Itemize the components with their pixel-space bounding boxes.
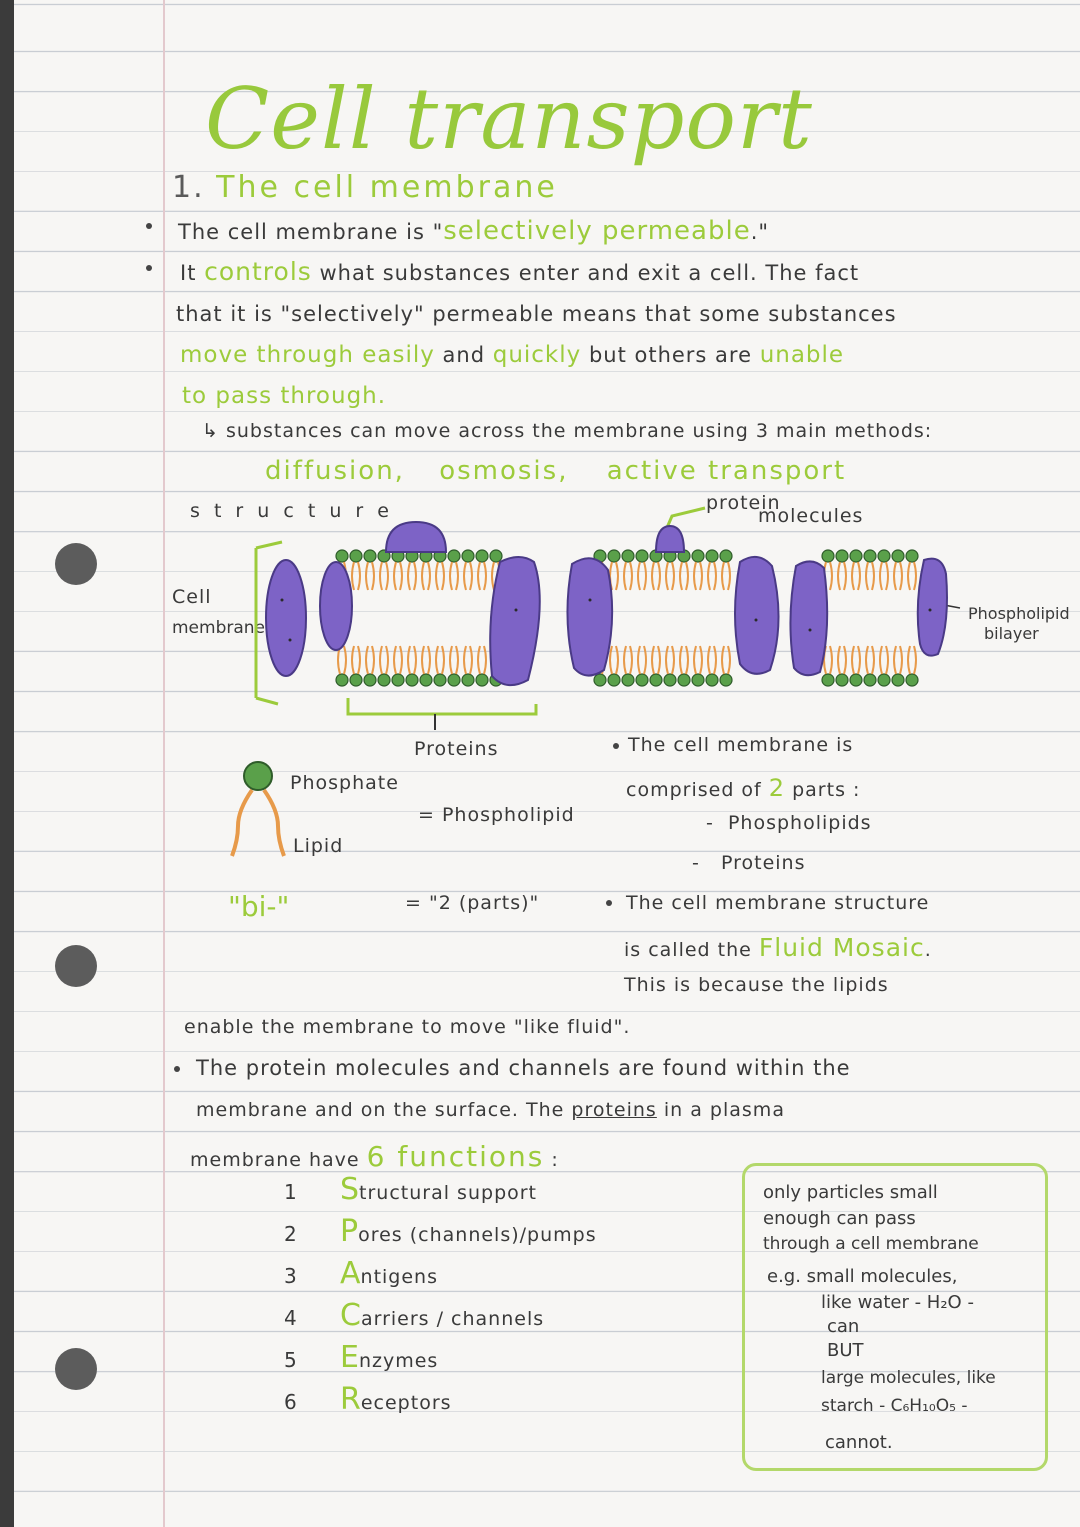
note-line: large molecules, like — [821, 1368, 996, 1388]
phospholipid-legend-icon — [228, 760, 288, 860]
punch-hole — [55, 543, 97, 585]
keyword-controls: controls — [204, 257, 312, 286]
comprised-line-1: The cell membrane is — [628, 734, 854, 756]
bilayer-label-2: bilayer — [984, 624, 1039, 643]
note-line: BUT — [827, 1340, 864, 1361]
cell-membrane-label-1: Cell — [172, 586, 212, 608]
note-line: e.g. small molecules, — [767, 1266, 958, 1287]
text: R — [340, 1382, 361, 1417]
keyword-selectively-permeable: selectively permeable — [443, 216, 751, 246]
text: The cell membrane is — [178, 220, 433, 244]
section-heading — [172, 170, 558, 205]
text: - — [706, 812, 714, 834]
text: membrane have — [190, 1149, 367, 1171]
intro-line-4 — [180, 342, 844, 368]
text: 5 — [284, 1348, 297, 1372]
section-title: The cell membrane — [216, 170, 558, 205]
text: , — [394, 456, 405, 486]
phospholipid-layer-bottom — [336, 646, 918, 686]
text: arriers / channels — [360, 1308, 545, 1330]
text: parts : — [785, 779, 861, 801]
note-line: like water - H₂O - — [821, 1292, 974, 1313]
part-2 — [692, 852, 806, 874]
method-active-transport: active transport — [606, 456, 847, 486]
two-parts-label: = "2 (parts)" — [405, 892, 540, 914]
keyword-move-easily: move through easily — [180, 342, 435, 368]
text: is called the — [624, 939, 759, 961]
punch-hole — [55, 945, 97, 987]
text: A — [340, 1256, 361, 1291]
phospholipid-equation: = Phospholipid — [418, 804, 575, 826]
list-item — [284, 1298, 704, 1333]
bullet — [606, 900, 612, 906]
list-item — [284, 1340, 704, 1375]
cell-membrane-label-2: membrane — [172, 618, 266, 638]
bi-prefix: "bi-" — [228, 890, 290, 923]
proteins-line-1: The protein molecules and channels are found within the — [196, 1056, 851, 1080]
note-box — [742, 1163, 1048, 1471]
proteins-label: Proteins — [414, 738, 499, 760]
list-item — [284, 1172, 704, 1207]
phosphate-label: Phosphate — [290, 772, 399, 794]
text: eceptors — [360, 1392, 452, 1414]
text: - — [692, 852, 700, 874]
keyword-fluid-mosaic: Fluid Mosaic — [758, 933, 925, 962]
text: 4 — [284, 1306, 297, 1330]
text: what substances enter and exit a cell. The fact — [311, 261, 860, 285]
text: Proteins — [720, 852, 806, 874]
part-1 — [706, 812, 872, 834]
text: ntigens — [360, 1266, 438, 1288]
note-line: enough can pass — [763, 1208, 916, 1229]
text: comprised of — [626, 779, 769, 801]
methods-list — [265, 456, 846, 486]
page-title: Cell transport — [205, 70, 813, 168]
protein-molecules-label-1: protein — [706, 492, 781, 514]
method-diffusion: diffusion — [265, 456, 395, 486]
comprised-line-6: enable the membrane to move "like fluid". — [184, 1016, 631, 1038]
section-number: 1. — [172, 170, 205, 205]
text: : — [544, 1149, 559, 1171]
keyword-6-functions: 6 functions — [366, 1140, 545, 1173]
text: E — [340, 1340, 359, 1375]
text: membrane and on the surface. The — [196, 1099, 572, 1121]
note-line: only particles small — [763, 1182, 938, 1203]
bullet — [613, 743, 619, 749]
page-edge — [0, 0, 14, 1527]
intro-line-5: to pass through. — [182, 383, 387, 409]
intro-line-2 — [180, 257, 859, 286]
text: and — [434, 343, 493, 367]
margin-line — [163, 0, 165, 1527]
note-line: can — [827, 1316, 860, 1337]
text: . — [924, 939, 932, 961]
bullet — [146, 223, 152, 229]
text: 2 — [284, 1222, 297, 1246]
text: 6 — [284, 1390, 297, 1414]
text: in a plasma — [656, 1099, 785, 1121]
proteins-line-3 — [190, 1140, 559, 1173]
arrow-icon: ↳ — [202, 420, 219, 442]
note-line: starch - C₆H₁₀O₅ - — [821, 1396, 968, 1416]
text: tructural support — [359, 1182, 538, 1204]
text: P — [340, 1214, 359, 1249]
comprised-line-2 — [626, 774, 860, 802]
bullet — [146, 265, 152, 271]
text: ." — [750, 220, 770, 244]
keyword-quickly: quickly — [492, 342, 582, 368]
text: proteins — [571, 1099, 657, 1121]
text: ores (channels)/pumps — [358, 1224, 597, 1246]
phospholipid-layer-top — [336, 550, 918, 590]
text: nzymes — [358, 1350, 439, 1372]
text: , — [558, 456, 569, 486]
comprised-line-3: The cell membrane structure — [626, 892, 930, 914]
text: " — [432, 220, 444, 244]
keyword-unable: unable — [759, 342, 845, 368]
list-item — [284, 1214, 704, 1249]
text: but others are — [581, 343, 760, 367]
list-item — [284, 1256, 704, 1291]
comprised-line-5: This is because the lipids — [624, 974, 889, 996]
text: It — [180, 261, 205, 285]
text: 1 — [284, 1180, 297, 1204]
intro-line-1 — [178, 216, 769, 246]
bilayer-label-1: Phospholipid — [968, 604, 1070, 623]
text: substances can move across the membrane using 3 main methods: — [225, 420, 933, 442]
lipid-label: Lipid — [293, 835, 344, 857]
intro-line-3: that it is "selectively" permeable means that some substances — [176, 302, 897, 326]
structure-label: s t r u c t u r e — [190, 500, 393, 522]
method-osmosis: osmosis — [439, 456, 559, 486]
two-parts-number: 2 — [768, 774, 786, 802]
methods-line — [202, 420, 932, 442]
protein-molecules-label-2: molecules — [758, 505, 864, 527]
membrane-proteins — [266, 522, 947, 685]
text: Phospholipids — [727, 812, 872, 834]
punch-hole — [55, 1348, 97, 1390]
note-line: cannot. — [825, 1432, 893, 1453]
bullet — [174, 1066, 180, 1072]
text: 3 — [284, 1264, 297, 1288]
text: S — [340, 1172, 360, 1207]
text: C — [340, 1298, 361, 1333]
note-line: through a cell membrane — [763, 1234, 979, 1254]
membrane-diagram — [160, 490, 1070, 750]
list-item — [284, 1382, 704, 1417]
comprised-line-4 — [624, 933, 932, 962]
proteins-line-2 — [196, 1099, 785, 1121]
functions-list — [284, 1172, 704, 1432]
